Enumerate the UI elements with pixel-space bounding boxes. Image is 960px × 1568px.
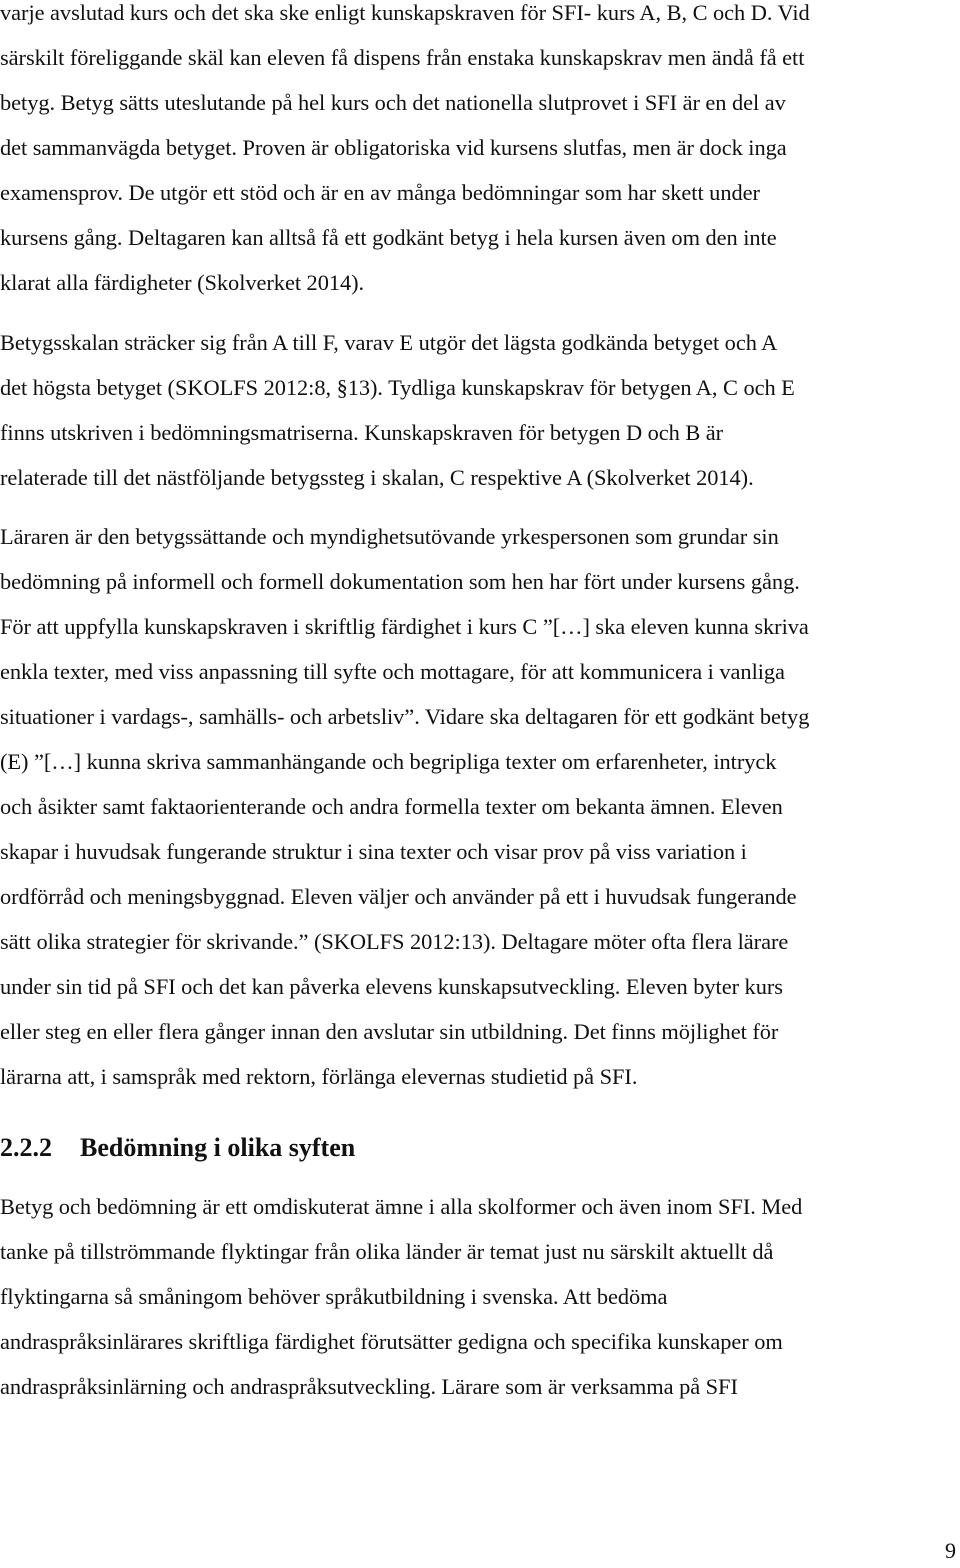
text-line: betyg. Betyg sätts uteslutande på hel kurs och det nationella slutprovet i SFI är en del av xyxy=(0,90,786,115)
paragraph-grading-scale xyxy=(0,320,795,500)
text-line: klarat alla färdigheter (Skolverket 2014). xyxy=(0,270,365,295)
text-line: kursens gång. Deltagaren kan alltså få ett godkänt betyg i hela kursen även om den inte xyxy=(0,225,777,250)
text-line: eller steg en eller flera gånger innan den avslutar sin utbildning. Det finns möjlighet för xyxy=(0,1019,779,1044)
text-line: För att uppfylla kunskapskraven i skriftlig färdighet i kurs C ”[…] ska eleven kunna skriva xyxy=(0,614,809,639)
section-heading xyxy=(0,1124,355,1172)
text-line: bedömning på informell och formell dokumentation som hen har fört under kursens gång. xyxy=(0,569,800,594)
paragraph-grading-courses xyxy=(0,0,810,305)
text-line: andraspråksinlärares skriftliga färdighet förutsätter gedigna och specifika kunskaper om xyxy=(0,1329,783,1354)
text-line: Läraren är den betygssättande och myndighetsutövande yrkespersonen som grundar sin xyxy=(0,524,779,549)
text-line: (E) ”[…] kunna skriva sammanhängande och begripliga texter om erfarenheter, intryck xyxy=(0,749,777,774)
text-line: det högsta betyget (SKOLFS 2012:8, §13). Tydliga kunskapskrav för betygen A, C och E xyxy=(0,375,795,400)
text-line: och åsikter samt faktaorienterande och andra formella texter om bekanta ämnen. Eleven xyxy=(0,794,783,819)
text-line: finns utskriven i bedömningsmatriserna. Kunskapskraven för betygen D och B är xyxy=(0,420,724,445)
text-line: under sin tid på SFI och det kan påverka elevens kunskapsutveckling. Eleven byter kurs xyxy=(0,974,783,999)
text-line: lärarna att, i samspråk med rektorn, förlänga elevernas studietid på SFI. xyxy=(0,1064,638,1089)
paragraph-teacher-assessment xyxy=(0,514,809,1099)
text-line: varje avslutad kurs och det ska ske enligt kunskapskraven för SFI- kurs A, B, C och D. Vid xyxy=(0,0,810,25)
text-line: relaterade till det nästföljande betygssteg i skalan, C respektive A (Skolverket 2014). xyxy=(0,465,754,490)
text-line: enkla texter, med viss anpassning till syfte och mottagare, för att kommunicera i vanliga xyxy=(0,659,785,684)
text-line: det sammanvägda betyget. Proven är obligatoriska vid kursens slutfas, men är dock inga xyxy=(0,135,787,160)
text-line: examensprov. De utgör ett stöd och är en av många bedömningar som har skett under xyxy=(0,180,760,205)
text-line: ordförråd och meningsbyggnad. Eleven väljer och använder på ett i huvudsak fungerande xyxy=(0,884,797,909)
paragraph-assessment-purposes xyxy=(0,1184,802,1409)
text-line: flyktingarna så småningom behöver språkutbildning i svenska. Att bedöma xyxy=(0,1284,668,1309)
section-number: 2.2.2 xyxy=(0,1133,52,1162)
text-line: andraspråksinlärning och andraspråksutveckling. Lärare som är verksamma på SFI xyxy=(0,1374,738,1399)
text-line: skapar i huvudsak fungerande struktur i sina texter och visar prov på viss variation i xyxy=(0,839,747,864)
text-line: Betyg och bedömning är ett omdiskuterat ämne i alla skolformer och även inom SFI. Med xyxy=(0,1194,803,1219)
text-line: Betygsskalan sträcker sig från A till F, varav E utgör det lägsta godkända betyget och A xyxy=(0,330,778,355)
page-number: 9 xyxy=(945,1538,956,1563)
text-line: tanke på tillströmmande flyktingar från olika länder är temat just nu särskilt aktuellt då xyxy=(0,1239,774,1264)
text-line: särskilt föreliggande skäl kan eleven få dispens från enstaka kunskapskrav men ändå få ett xyxy=(0,45,805,70)
text-line: sätt olika strategier för skrivande.” (SKOLFS 2012:13). Deltagare möter ofta flera lärare xyxy=(0,929,789,954)
section-title: Bedömning i olika syften xyxy=(80,1133,356,1162)
text-line: situationer i vardags-, samhälls- och arbetsliv”. Vidare ska deltagaren för ett godkänt betyg xyxy=(0,704,810,729)
